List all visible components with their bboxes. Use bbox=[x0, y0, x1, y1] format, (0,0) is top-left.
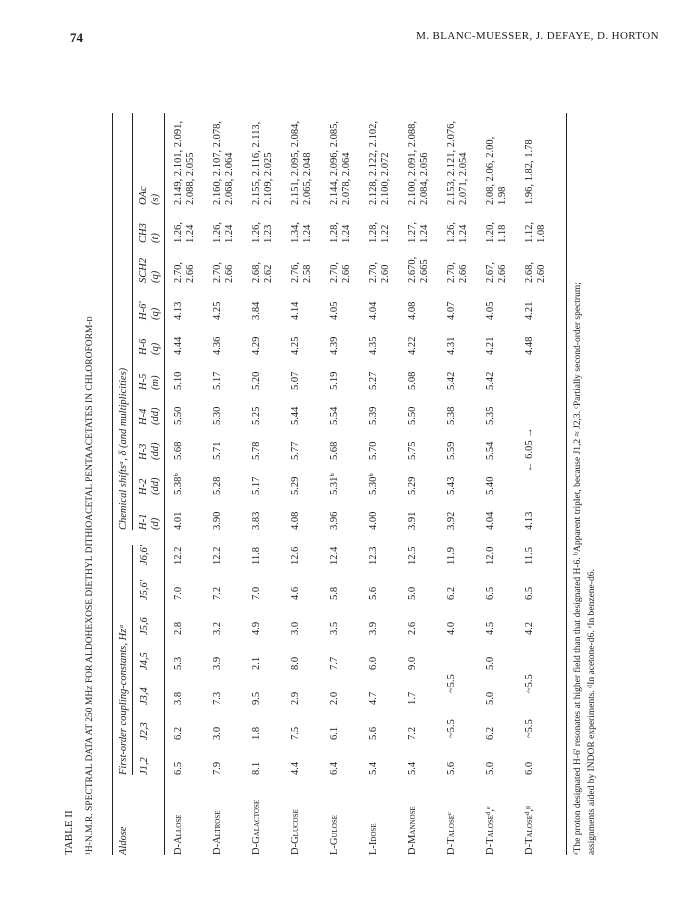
sch2-value: 2.70, bbox=[446, 262, 457, 283]
coupling-value: ~5.5 bbox=[446, 674, 457, 693]
oac-value: 2.153, 2.121, 2.076, bbox=[446, 121, 457, 205]
coupling-value: 12.5 bbox=[407, 546, 418, 565]
coupling-value: 3.5 bbox=[329, 621, 340, 635]
shift-value: 5.25 bbox=[251, 406, 262, 425]
shift-value: 5.70 bbox=[368, 441, 379, 460]
shift-value: 5.20 bbox=[251, 371, 262, 390]
col-head-multiplicity: (s) bbox=[150, 193, 161, 205]
shift-value: 5.28 bbox=[212, 476, 223, 495]
coupling-value: 2.8 bbox=[173, 621, 184, 635]
shift-value: 5.30 bbox=[212, 406, 223, 425]
oac-value: 2.068, 2.064 bbox=[224, 152, 235, 205]
shift-value: 5.40 bbox=[485, 476, 496, 495]
col-head-multiplicity: (dd) bbox=[150, 442, 161, 460]
ch3-value: 1.08 bbox=[536, 224, 547, 243]
aldose-name: D-Glucose bbox=[290, 809, 301, 855]
coupling-value: 5.0 bbox=[485, 656, 496, 670]
coupling-value: 1.8 bbox=[251, 726, 262, 740]
coupling-value: 5.6 bbox=[368, 726, 379, 740]
shift-value: 5.75 bbox=[407, 441, 418, 460]
oac-value: 2.144, 2.096, 2.085, bbox=[329, 121, 340, 205]
aldose-name: D-Taloseᶜ bbox=[446, 812, 457, 855]
ch3-value: 1.26, bbox=[446, 222, 457, 243]
shift-value: 4.22 bbox=[407, 336, 418, 355]
shift-value: 4.13 bbox=[524, 511, 535, 530]
shift-value: 5.44 bbox=[290, 406, 301, 425]
col-head-shift: H-1 bbox=[138, 513, 149, 530]
aldose-name: D-Taloseᵈ,ᵉ bbox=[485, 806, 496, 855]
sch2-value: 2.60 bbox=[536, 264, 547, 283]
col-head-shift: H-4 bbox=[138, 408, 149, 425]
coupling-value: 4.9 bbox=[251, 621, 262, 635]
ch3-value: 1.26, bbox=[173, 222, 184, 243]
col-head-multiplicity: (dd) bbox=[150, 477, 161, 495]
ch3-value: 1.24 bbox=[185, 224, 196, 243]
ch3-value: 1.24 bbox=[419, 224, 430, 243]
coupling-value: 5.0 bbox=[407, 586, 418, 600]
sch2-value: 2.66 bbox=[497, 264, 508, 283]
coupling-value: 3.9 bbox=[212, 656, 223, 670]
shift-value: 5.54 bbox=[329, 406, 340, 425]
sch2-value: 2.62 bbox=[263, 264, 274, 283]
sch2-value: 2.665 bbox=[419, 259, 430, 283]
shift-value: 4.04 bbox=[368, 301, 379, 320]
sch2-value: 2.66 bbox=[341, 264, 352, 283]
shift-value: 3.83 bbox=[251, 511, 262, 530]
oac-value: 2.065, 2.048 bbox=[302, 152, 313, 205]
ch3-value: 1.24 bbox=[302, 224, 313, 243]
coupling-value: 5.8 bbox=[329, 586, 340, 600]
shift-value: 5.71 bbox=[212, 441, 223, 460]
oac-value: 2.078, 2.064 bbox=[341, 152, 352, 205]
shift-value: ← 6.05 → bbox=[524, 427, 535, 472]
shift-value: 4.05 bbox=[485, 301, 496, 320]
col-head-shift: H-6' bbox=[138, 301, 149, 320]
shift-value: 5.38ᵇ bbox=[173, 473, 184, 495]
sch2-value: 2.66 bbox=[224, 264, 235, 283]
shift-value: 5.43 bbox=[446, 476, 457, 495]
coupling-value: 2.9 bbox=[290, 691, 301, 705]
aldose-name: L-Idose bbox=[368, 823, 379, 855]
shift-value: 4.14 bbox=[290, 301, 301, 320]
coupling-value: 5.4 bbox=[368, 761, 379, 775]
coupling-value: 4.6 bbox=[290, 586, 301, 600]
shift-value: 5.27 bbox=[368, 371, 379, 390]
shift-value: 5.19 bbox=[329, 371, 340, 390]
shift-value: 5.17 bbox=[212, 371, 223, 390]
coupling-value: 4.0 bbox=[446, 621, 457, 635]
ch3-value: 1.12, bbox=[524, 222, 535, 243]
shift-value: 5.07 bbox=[290, 371, 301, 390]
col-head-multiplicity: (d) bbox=[150, 517, 161, 530]
coupling-value: 4.4 bbox=[290, 761, 301, 775]
sch2-value: 2.58 bbox=[302, 264, 313, 283]
coupling-value: 5.0 bbox=[485, 691, 496, 705]
ch3-value: 1.23 bbox=[263, 224, 274, 243]
shift-value: 5.50 bbox=[407, 406, 418, 425]
ch3-value: 1.24 bbox=[341, 224, 352, 243]
shift-value: 5.08 bbox=[407, 371, 418, 390]
shift-value: 5.68 bbox=[173, 441, 184, 460]
shift-value: 5.35 bbox=[485, 406, 496, 425]
shift-value: 4.05 bbox=[329, 301, 340, 320]
ch3-value: 1.28, bbox=[368, 222, 379, 243]
sch2-value: 2.68, bbox=[524, 262, 535, 283]
coupling-value: 4.2 bbox=[524, 621, 535, 635]
coupling-value: 12.2 bbox=[212, 546, 223, 565]
sch2-value: 2.66 bbox=[185, 264, 196, 283]
coupling-value: 5.3 bbox=[173, 656, 184, 670]
coupling-value: 12.4 bbox=[329, 546, 340, 565]
col-head-shift: OAc bbox=[138, 186, 149, 205]
shift-value: 5.42 bbox=[446, 371, 457, 390]
page-number: 74 bbox=[70, 30, 83, 45]
col-head-shift: CH3 bbox=[138, 223, 149, 243]
coupling-value: 5.4 bbox=[407, 761, 418, 775]
shift-value: 5.17 bbox=[251, 476, 262, 495]
table-caption: ¹H-N.M.R. SPECTRAL DATA AT 250 MHz FOR ALDOHEXOSE DIETHYL DITHIOACETAL PENTAACETATES IN CHLOROFORM-d bbox=[85, 316, 95, 855]
coupling-value: 6.0 bbox=[524, 761, 535, 775]
coupling-value: 7.0 bbox=[173, 586, 184, 600]
coupling-value: 3.2 bbox=[212, 621, 223, 635]
col-head-shift: H-5 bbox=[138, 373, 149, 390]
ch3-value: 1.34, bbox=[290, 222, 301, 243]
col-head-coupling: J3,4 bbox=[139, 687, 150, 705]
aldose-name: L-Gulose bbox=[329, 814, 340, 855]
coupling-value: 7.2 bbox=[407, 726, 418, 740]
shift-value: 4.25 bbox=[212, 301, 223, 320]
shift-value: 4.13 bbox=[173, 301, 184, 320]
coupling-value: 3.0 bbox=[212, 726, 223, 740]
shift-value: 5.54 bbox=[485, 441, 496, 460]
footnote-line-2: assignments aided by INDOR experiments. ᵈIn acetone-d6. ᵉIn benzene-d6. bbox=[587, 569, 597, 855]
shift-value: 5.50 bbox=[173, 406, 184, 425]
coupling-value: 8.0 bbox=[290, 656, 301, 670]
col-head-shift: H-3 bbox=[138, 443, 149, 460]
sch2-value: 2.70, bbox=[368, 262, 379, 283]
col-head-coupling: J4,5 bbox=[139, 652, 150, 670]
coupling-value: 12.3 bbox=[368, 546, 379, 565]
col-head-multiplicity: (q) bbox=[150, 342, 161, 355]
col-head-coupling: J5,6' bbox=[139, 579, 150, 600]
shift-value: 5.30ᵇ bbox=[368, 473, 379, 495]
coupling-value: 12.6 bbox=[290, 546, 301, 565]
coupling-value: 8.1 bbox=[251, 761, 262, 775]
running-head: M. BLANC-MUESSER, J. DEFAYE, D. HORTON bbox=[416, 30, 659, 42]
rotated-table bbox=[60, 35, 620, 875]
coupling-value: 7.0 bbox=[251, 586, 262, 600]
ch3-value: 1.26, bbox=[212, 222, 223, 243]
shifts-subrule bbox=[132, 113, 133, 530]
shift-value: 4.21 bbox=[485, 336, 496, 355]
ch3-value: 1.28, bbox=[329, 222, 340, 243]
coupling-value: 7.3 bbox=[212, 691, 223, 705]
col-head-coupling: J1,2 bbox=[139, 757, 150, 775]
sch2-value: 2.76, bbox=[290, 262, 301, 283]
shift-value: 4.35 bbox=[368, 336, 379, 355]
shift-value: 5.39 bbox=[368, 406, 379, 425]
ch3-value: 1.26, bbox=[251, 222, 262, 243]
shift-value: 5.31ᵇ bbox=[329, 473, 340, 495]
shift-value: 4.29 bbox=[251, 336, 262, 355]
sch2-value: 2.67, bbox=[485, 262, 496, 283]
coupling-value: 4.7 bbox=[368, 691, 379, 705]
shift-value: 4.08 bbox=[407, 301, 418, 320]
oac-value: 2.084, 2.056 bbox=[419, 152, 430, 205]
aldose-name: D-Allose bbox=[173, 814, 184, 855]
ch3-value: 1.24 bbox=[224, 224, 235, 243]
coupling-value: 6.4 bbox=[329, 761, 340, 775]
ch3-value: 1.18 bbox=[497, 224, 508, 243]
shift-value: 5.68 bbox=[329, 441, 340, 460]
col-head-multiplicity: (dd) bbox=[150, 407, 161, 425]
shift-value: 3.96 bbox=[329, 511, 340, 530]
coupling-value: 6.0 bbox=[368, 656, 379, 670]
shift-value: 5.29 bbox=[290, 476, 301, 495]
coupling-value: 7.7 bbox=[329, 656, 340, 670]
bottom-rule bbox=[566, 113, 567, 855]
coupling-value: ~5.5 bbox=[524, 719, 535, 738]
shift-value: 4.07 bbox=[446, 301, 457, 320]
oac-value: 2.160, 2.107, 2.078, bbox=[212, 121, 223, 205]
oac-value: 2.149, 2.101, 2.091, bbox=[173, 121, 184, 205]
coupling-subrule bbox=[132, 545, 133, 775]
col-head-multiplicity: (m) bbox=[150, 375, 161, 390]
shift-value: 4.31 bbox=[446, 336, 457, 355]
col-head-shift: SCH2 bbox=[138, 257, 149, 283]
shift-value: 4.25 bbox=[290, 336, 301, 355]
coupling-value: 7.2 bbox=[212, 586, 223, 600]
ch3-value: 1.22 bbox=[380, 224, 391, 243]
sch2-value: 2.670, bbox=[407, 256, 418, 283]
coupling-value: 1.7 bbox=[407, 691, 418, 705]
ch3-value: 1.27, bbox=[407, 222, 418, 243]
shift-value: 4.48 bbox=[524, 336, 535, 355]
coupling-value: 11.8 bbox=[251, 547, 262, 565]
aldose-name: D-Mannose bbox=[407, 806, 418, 855]
sch2-value: 2.60 bbox=[380, 264, 391, 283]
coupling-value: 2.1 bbox=[251, 656, 262, 670]
sch2-value: 2.66 bbox=[458, 264, 469, 283]
coupling-value: 5.6 bbox=[368, 586, 379, 600]
shift-value: 5.29 bbox=[407, 476, 418, 495]
coupling-value: 6.5 bbox=[173, 761, 184, 775]
coupling-value: 7.5 bbox=[290, 726, 301, 740]
coupling-value: 2.0 bbox=[329, 691, 340, 705]
footnote-line-1: ᵃThe proton designated H-6' resonates at higher field than that designated H-6. ᵇApparent triplet, because J1,2 ≈ J2,3. ᶜPartially second-order spectrum; bbox=[573, 282, 583, 855]
shift-value: 5.78 bbox=[251, 441, 262, 460]
coupling-value: 3.8 bbox=[173, 691, 184, 705]
oac-value: 2.151, 2.095, 2.084, bbox=[290, 121, 301, 205]
shift-value: 4.08 bbox=[290, 511, 301, 530]
shift-value: 4.36 bbox=[212, 336, 223, 355]
coupling-value: 12.2 bbox=[173, 546, 184, 565]
top-rule bbox=[112, 113, 113, 855]
coupling-value: 9.5 bbox=[251, 691, 262, 705]
coupling-value: 5.6 bbox=[446, 761, 457, 775]
sch2-value: 2.70, bbox=[212, 262, 223, 283]
shift-value: 4.01 bbox=[173, 511, 184, 530]
shift-value: 4.39 bbox=[329, 336, 340, 355]
col-head-shift: H-6 bbox=[138, 338, 149, 355]
col-head-coupling: J6,6' bbox=[139, 544, 150, 565]
coupling-value: 6.1 bbox=[329, 726, 340, 740]
oac-value: 2.100, 2.072 bbox=[380, 152, 391, 205]
col-head-coupling: J2,3 bbox=[139, 722, 150, 740]
aldose-name: D-Galactose bbox=[251, 799, 262, 855]
oac-value: 2.100, 2.091, 2.088, bbox=[407, 121, 418, 205]
shift-value: 3.92 bbox=[446, 511, 457, 530]
coupling-value: 12.0 bbox=[485, 546, 496, 565]
coupling-value: 6.5 bbox=[485, 586, 496, 600]
sch2-value: 2.70, bbox=[329, 262, 340, 283]
header-coupling: First-order coupling-constants, Hzᵃ bbox=[118, 624, 129, 775]
shift-value: 4.04 bbox=[485, 511, 496, 530]
shift-value: 4.00 bbox=[368, 511, 379, 530]
header-aldose: Aldose bbox=[118, 826, 129, 855]
coupling-value: 6.5 bbox=[524, 586, 535, 600]
aldose-name: D-Taloseᵈ,ᵍ bbox=[524, 805, 535, 855]
coupling-value: 11.5 bbox=[524, 547, 535, 565]
shift-value: 5.42 bbox=[485, 371, 496, 390]
col-head-coupling: J5,6 bbox=[139, 617, 150, 635]
oac-value: 2.128, 2.122, 2.102, bbox=[368, 121, 379, 205]
coupling-value: 6.2 bbox=[173, 726, 184, 740]
aldose-name: D-Altrose bbox=[212, 810, 223, 855]
sch2-value: 2.68, bbox=[251, 262, 262, 283]
sch2-value: 2.70, bbox=[173, 262, 184, 283]
shift-value: 4.44 bbox=[173, 336, 184, 355]
ch3-value: 1.20, bbox=[485, 222, 496, 243]
col-head-shift: H-2 bbox=[138, 478, 149, 495]
header-rule bbox=[164, 113, 165, 855]
coupling-value: 7.9 bbox=[212, 761, 223, 775]
coupling-value: 3.0 bbox=[290, 621, 301, 635]
oac-value: 2.088, 2.055 bbox=[185, 152, 196, 205]
coupling-value: ~5.5 bbox=[524, 674, 535, 693]
coupling-value: ~5.5 bbox=[446, 719, 457, 738]
coupling-value: 6.2 bbox=[485, 726, 496, 740]
shift-value: 3.84 bbox=[251, 301, 262, 320]
col-head-multiplicity: (q) bbox=[150, 307, 161, 320]
shift-value: 3.91 bbox=[407, 511, 418, 530]
oac-value: 2.071, 2.054 bbox=[458, 152, 469, 205]
coupling-value: 3.9 bbox=[368, 621, 379, 635]
col-head-multiplicity: (q) bbox=[150, 270, 161, 283]
ch3-value: 1.24 bbox=[458, 224, 469, 243]
shift-value: 5.59 bbox=[446, 441, 457, 460]
shift-value: 5.77 bbox=[290, 441, 301, 460]
coupling-value: 11.9 bbox=[446, 547, 457, 565]
table-label: TABLE II bbox=[63, 810, 75, 855]
shift-value: 4.21 bbox=[524, 301, 535, 320]
shift-value: 3.90 bbox=[212, 511, 223, 530]
coupling-value: 6.2 bbox=[446, 586, 457, 600]
oac-value: 1.98 bbox=[497, 186, 508, 205]
col-head-multiplicity: (t) bbox=[150, 233, 161, 243]
oac-value: 2.155, 2.116, 2.113, bbox=[251, 121, 262, 205]
coupling-value: 4.5 bbox=[485, 621, 496, 635]
shift-value: 5.38 bbox=[446, 406, 457, 425]
coupling-value: 5.0 bbox=[485, 761, 496, 775]
coupling-value: 9.0 bbox=[407, 656, 418, 670]
oac-value: 2.08, 2.06, 2.00, bbox=[485, 136, 496, 205]
coupling-value: 2.6 bbox=[407, 621, 418, 635]
oac-value: 2.109, 2.025 bbox=[263, 152, 274, 205]
shift-value: 5.10 bbox=[173, 371, 184, 390]
oac-value: 1.96, 1.82, 1.78 bbox=[524, 139, 535, 205]
header-shifts: Chemical shiftsᵃ, δ (and multiplicities) bbox=[118, 367, 129, 530]
